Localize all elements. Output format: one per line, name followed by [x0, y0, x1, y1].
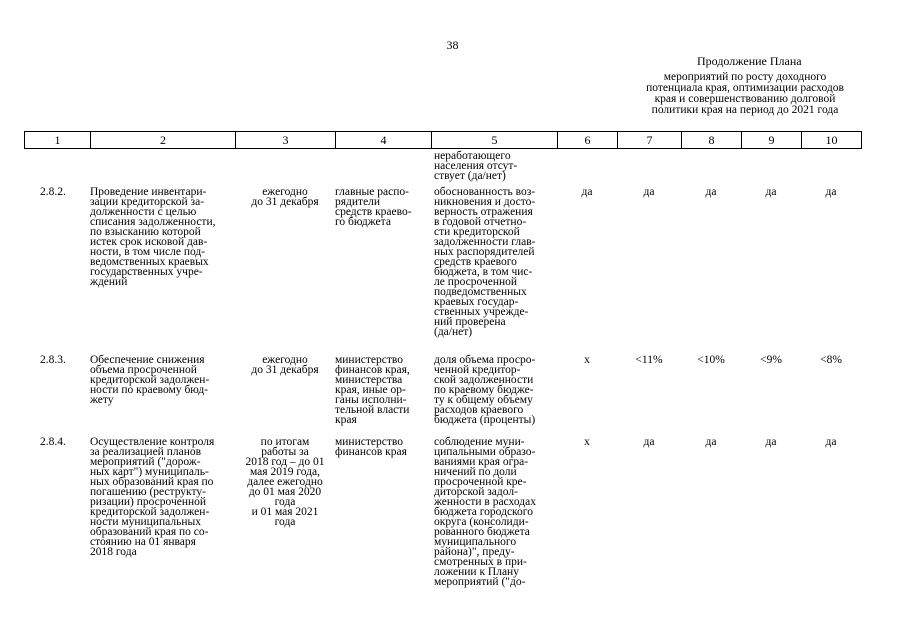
responsible-text: министерство финансов края, министерства края, иные ор- ганы исполни- тельной власти края	[335, 354, 410, 426]
deadline-text: ежегодно до 31 декабря	[251, 186, 319, 208]
row-number: 2.8.4.	[40, 436, 66, 448]
row-number: 2.8.3.	[40, 354, 66, 366]
page-number: 38	[446, 38, 459, 52]
column-header: 8	[682, 132, 742, 148]
measure-text: Осуществление контроля за реализацией планов мероприятий ("дорож- ных карт") муниципаль- ных образований края по погашению (реструкту- ризации) просроченной кредиторской задолжен- ности муниципальных образований края по со- стоянию на 01 января 2018 года	[90, 436, 215, 558]
column-header: 6	[558, 132, 618, 148]
value-col9: <9%	[760, 354, 782, 366]
column-header: 7	[618, 132, 682, 148]
indicator-text: доля объема просро- ченной кредитор- ской задолженности по краевому бюдже- ту к общему объему расходов краевого бюджета (проценты)	[434, 354, 536, 426]
plan-title-line: мероприятий по росту доходного	[663, 71, 827, 83]
carryover-indicator: неработающего населения отсут- ствует (да/нет)	[434, 150, 518, 182]
plan-table	[24, 131, 862, 588]
measure-text: Проведение инвентари- зации кредиторской за- долженности с целью списания задолженности, по взысканию которой истек срок исковой дав- ности, в том числе под- ведомственных краевых государственных учре- ждений	[90, 186, 216, 288]
value-col6: х	[584, 354, 590, 366]
plan-title-line: потенциала края, оптимизации расходов	[646, 82, 844, 94]
row-number: 2.8.2.	[40, 186, 66, 198]
value-col10: да	[825, 436, 837, 448]
value-col10: <8%	[820, 354, 842, 366]
continuation-label: Продолжение Плана	[697, 54, 802, 68]
value-col8: да	[705, 436, 717, 448]
value-col8: да	[705, 186, 717, 198]
value-col6: х	[584, 436, 590, 448]
indicator-text: обоснованность воз- никновения и досто- верность отражения в годовой отчетно- сти кредиторской задолженности глав- ных распорядителей средств краевого бюджета, в том чис- ле просроченной подведомственных краевых государ- ственных учрежде- ний проверена (да/нет)	[434, 186, 536, 338]
indicator-text: соблюдение муни- ципальными образо- ваниями края огра- ничений по доли просроченной кре- диторской задол- женности в расходах бюджета городского округа (консолиди- рованного бюджета муниципального района)", преду- смотренных в при- ложении к Плану мероприятий ("до-	[434, 436, 536, 588]
responsible-text: министерство финансов края	[335, 436, 407, 458]
value-col9: да	[765, 186, 777, 198]
value-col6: да	[581, 186, 593, 198]
plan-title-line: края и совершенствованию долговой	[654, 93, 836, 105]
measure-text: Обеспечение снижения объема просроченной кредиторской задолжен- ности по краевому бюд- жету	[90, 354, 210, 406]
value-col7: да	[643, 436, 655, 448]
value-col10: да	[825, 186, 837, 198]
column-header: 4	[336, 132, 432, 148]
deadline-text: по итогам работы за 2018 год – до 01 мая 2019 года, далее ежегодно до 01 мая 2020 года и 01 мая 2021 года	[245, 436, 325, 528]
column-header: 3	[236, 132, 336, 148]
plan-title-line: политики края на период до 2021 года	[651, 104, 839, 116]
value-col8: <10%	[697, 354, 725, 366]
column-header: 9	[742, 132, 802, 148]
table-header-row	[24, 131, 862, 149]
value-col7: да	[643, 186, 655, 198]
column-header: 2	[91, 132, 236, 148]
deadline-text: ежегодно до 31 декабря	[251, 354, 319, 376]
plan-title	[625, 72, 865, 116]
value-col9: да	[765, 436, 777, 448]
column-header: 10	[825, 133, 838, 147]
value-col7: <11%	[635, 354, 663, 366]
column-header: 5	[432, 132, 558, 148]
responsible-text: главные распо- рядители средств краево- го бюджета	[335, 186, 412, 228]
column-header: 1	[25, 132, 91, 148]
